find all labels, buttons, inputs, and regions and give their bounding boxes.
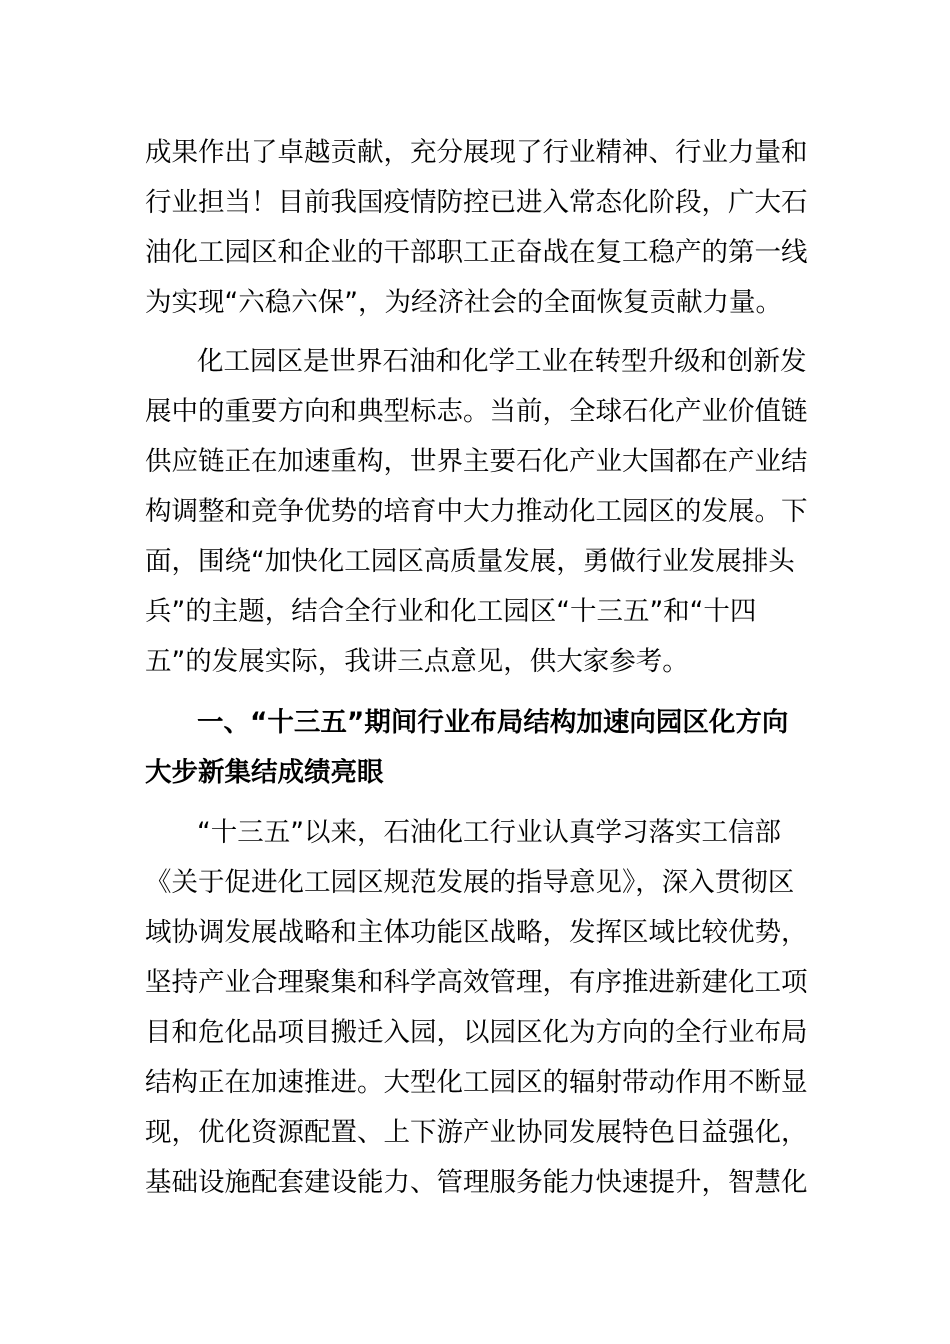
paragraph-line: 兵”的主题，结合全行业和化工园区“十三五”和“十四 <box>145 596 757 627</box>
paragraph-line: 构调整和竞争优势的培育中大力推动化工园区的发展。下 <box>145 496 808 527</box>
paragraph-line: 目和危化品项目搬迁入园，以园区化为方向的全行业布局 <box>145 1017 808 1048</box>
paragraph-line: 化工园区是世界石油和化学工业在转型升级和创新发 <box>197 346 807 377</box>
paragraph-line: “十三五”以来，石油化工行业认真学习落实工信部 <box>197 817 781 848</box>
paragraph-line: 成果作出了卓越贡献，充分展现了行业精神、行业力量和 <box>145 137 808 168</box>
paragraph-line: 五”的发展实际，我讲三点意见，供大家参考。 <box>145 646 689 677</box>
paragraph-line: 结构正在加速推进。大型化工园区的辐射带动作用不断显 <box>145 1067 808 1098</box>
paragraph-line: 现，优化资源配置、上下游产业协同发展特色日益强化， <box>145 1117 808 1148</box>
paragraph-line: 基础设施配套建设能力、管理服务能力快速提升，智慧化 <box>145 1167 808 1198</box>
section-heading-line: 大步新集结成绩亮眼 <box>145 757 384 788</box>
paragraph-line: 域协调发展战略和主体功能区战略，发挥区域比较优势， <box>145 917 808 948</box>
section-heading-line: 一、“十三五”期间行业布局结构加速向园区化方向 <box>197 707 789 738</box>
paragraph-line: 供应链正在加速重构，世界主要石化产业大国都在产业结 <box>145 446 808 477</box>
paragraph-line: 行业担当！目前我国疫情防控已进入常态化阶段，广大石 <box>145 187 808 218</box>
paragraph-line: 坚持产业合理聚集和科学高效管理，有序推进新建化工项 <box>145 967 808 998</box>
paragraph-line: 展中的重要方向和典型标志。当前，全球石化产业价值链 <box>145 396 808 427</box>
paragraph-line: 面，围绕“加快化工园区高质量发展，勇做行业发展排头 <box>145 546 795 577</box>
paragraph-line: 为实现“六稳六保”，为经济社会的全面恢复贡献力量。 <box>145 287 782 318</box>
paragraph-line: 油化工园区和企业的干部职工正奋战在复工稳产的第一线 <box>145 237 808 268</box>
paragraph-line: 《关于促进化工园区规范发展的指导意见》，深入贯彻区 <box>145 867 795 898</box>
